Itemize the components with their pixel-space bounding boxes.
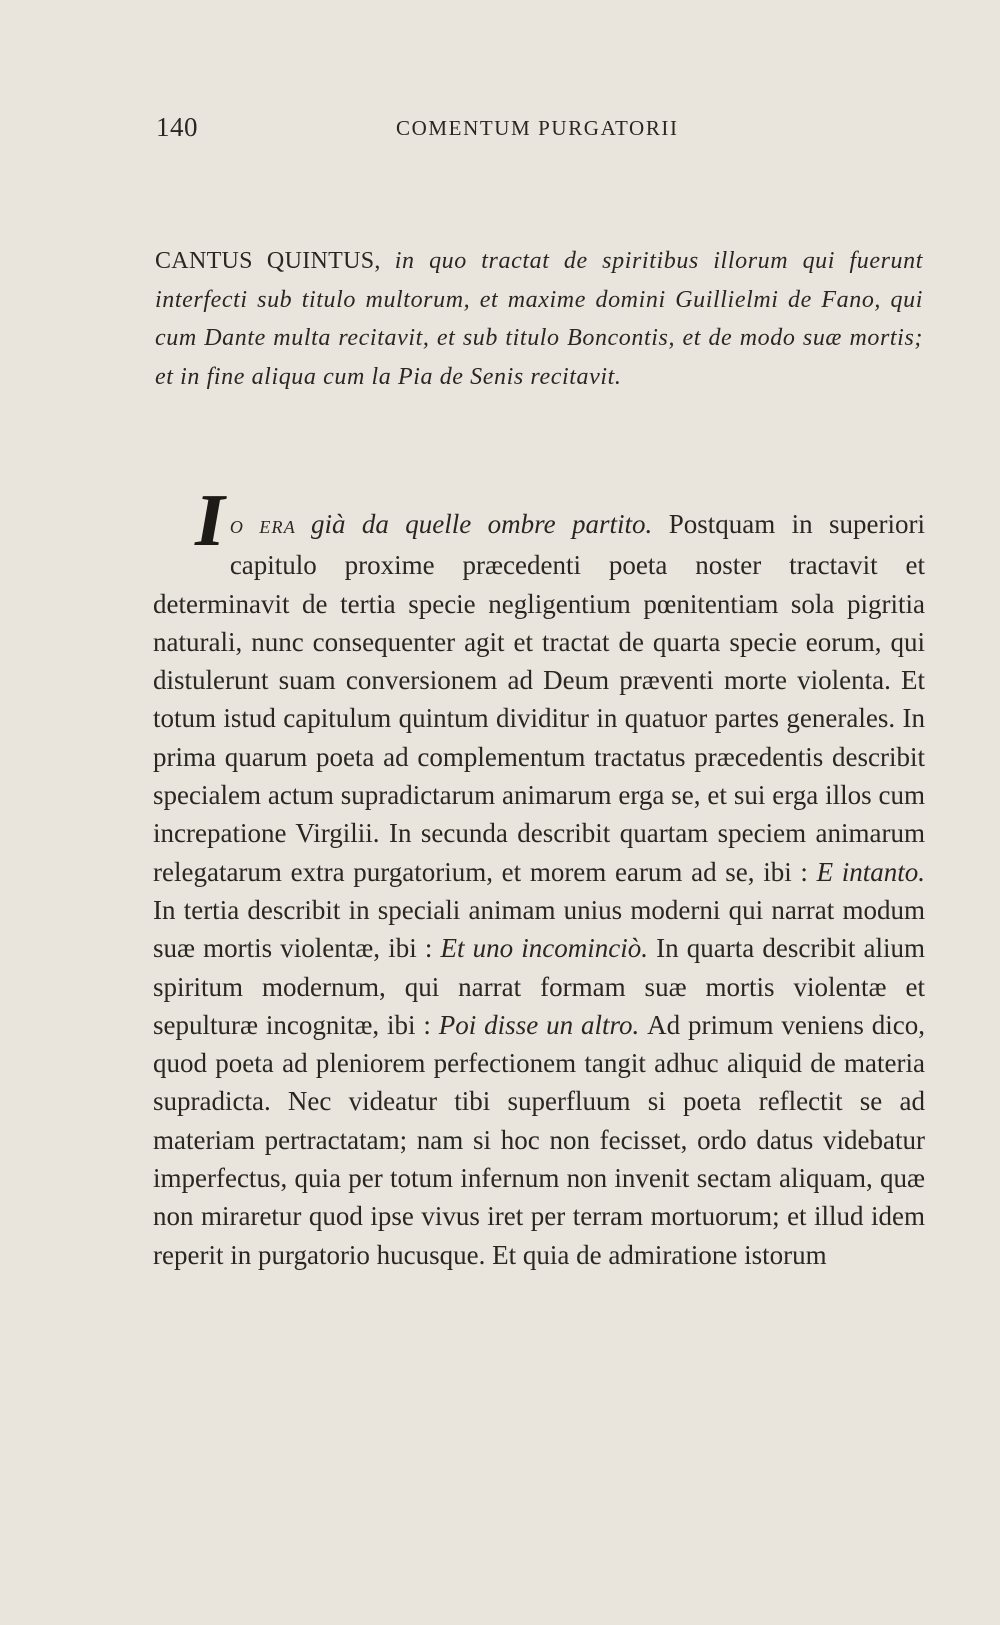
- page-header: [156, 112, 916, 152]
- incipit-verse: già da quelle ombre partito.: [310, 509, 669, 539]
- canto-heading: CANTUS QUINTUS,: [155, 248, 395, 274]
- paragraph-part: In tertia describit in speciali animam unius moderni qui narrat modum suæ mortis violentæ, ibi :: [153, 894, 925, 964]
- paragraph-part: Ad primum veniens dico, quod poeta ad pleniorem perfectionem tangit adhuc aliquid de materia supradicta. Nec videatur tibi superfluum si poeta reflectit se ad materiam pertractatam; nam si hoc non fecisset, ordo datus videbatur imperfectus, quia per totum infernum non invenit sectam aliquam, quæ non miraretur quod ipse vivus iret per terram mortuorum; et illud idem reperit in purgatorio hucusque. Et quia de admiratione istorum: [153, 1009, 925, 1270]
- commentary-text: [153, 480, 925, 1274]
- paragraph-part: In quarta describit alium spiritum modernum, qui narrat formam suæ mortis violentæ et sepulturæ incognitæ, ibi :: [153, 933, 925, 1040]
- paragraph-part: Postquam in superiori capitulo proxime præcedenti poeta noster tractavit et determinavit de tertia specie negligentium pœnitentiam sola pigritia naturali, nunc consequenter agit et tractat de quarta specie eorum, qui distulerunt suam conversionem ad Deum præventi morte violenta. Et totum istud capitulum quintum dividitur in quatuor partes generales. In prima quarum poeta ad complementum tractatus præcedentis describit specialem actum supradictarum animarum erga se, et sui erga illos cum increpatione Virgilii. In secunda describit quartam speciem animarum relegatarum extra purgatorium, et morem earum ad se, ibi :: [153, 509, 925, 887]
- canto-argument: in quo tractat de spiritibus illorum qui fuerunt interfecti sub titulo multorum, et maxime domini Guillielmi de Fano, qui cum Dante multa recitavit, et sub titulo Boncontis, et de modo suæ mortis; et in fine aliqua cum la Pia de Senis recitavit.: [155, 248, 923, 390]
- drop-cap-initial: I: [195, 480, 224, 562]
- running-title: COMENTUM PURGATORII: [396, 116, 679, 140]
- quoted-verse: Et uno incominciò.: [440, 933, 657, 964]
- quoted-verse: E intanto.: [816, 856, 925, 887]
- page-number: 140: [156, 112, 198, 142]
- canto-summary: [155, 242, 923, 396]
- incipit-caps: O ERA: [229, 517, 311, 537]
- quoted-verse: Poi disse un altro.: [438, 1009, 648, 1040]
